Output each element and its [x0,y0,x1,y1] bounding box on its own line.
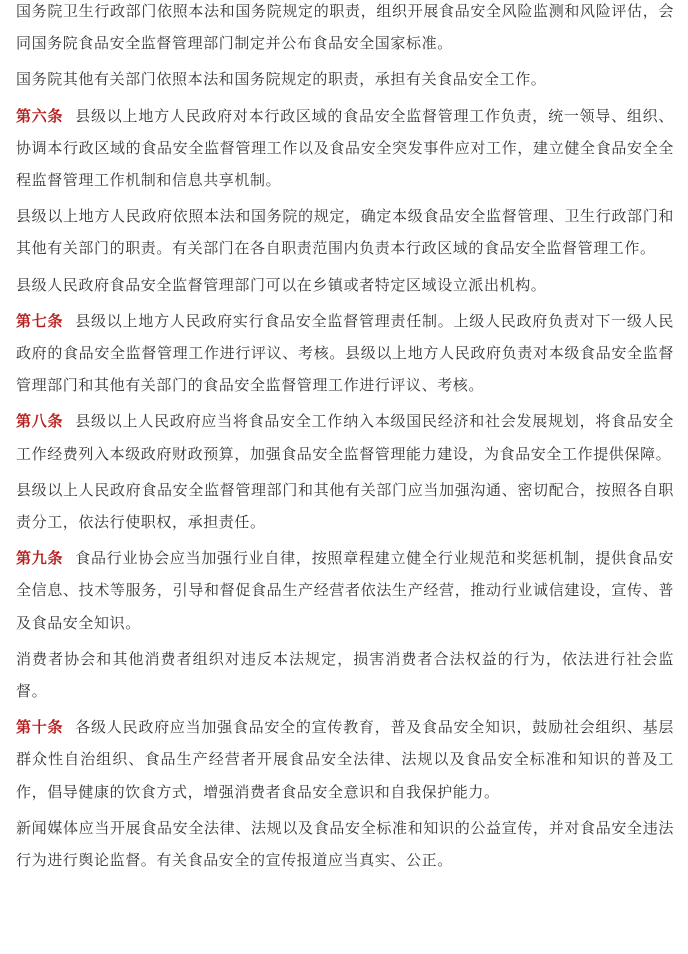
article-number: 第七条 [16,311,64,330]
paragraph-text: 县级以上地方人民政府依照本法和国务院的规定，确定本级食品安全监督管理、卫生行政部门和其他有关部门的职责。有关部门在各自职责范围内负责本行政区域的食品安全监督管理工作。 [16,207,674,258]
article-9 [16,542,674,639]
paragraph-text: 食品行业协会应当加强行业自律，按照章程建立健全行业规范和奖惩机制，提供食品安全信息、技术等服务，引导和督促食品生产经营者依法生产经营，推动行业诚信建设，宣传、普及食品安全知识。 [16,549,674,632]
paragraph [16,269,674,301]
paragraph [16,63,674,95]
article-number: 第九条 [16,549,64,568]
paragraph-text: 国务院其他有关部门依照本法和国务院规定的职责，承担有关食品安全工作。 [16,70,547,89]
article-6 [16,100,674,197]
article-10 [16,711,674,808]
paragraph [16,474,674,538]
article-8 [16,405,674,469]
article-number: 第十条 [16,718,64,737]
paragraph-text: 消费者协会和其他消费者组织对违反本法规定，损害消费者合法权益的行为，依法进行社会监督。 [16,649,674,701]
paragraph-text: 县级以上人民政府食品安全监督管理部门和其他有关部门应当加强沟通、密切配合，按照各自职责分工，依法行使职权，承担责任。 [16,480,674,532]
paragraph-text: 县级以上地方人民政府实行食品安全监督管理责任制。上级人民政府负责对下一级人民政府的食品安全监督管理工作进行评议、考核。县级以上地方人民政府负责对本级食品安全监督管理部门和其他有关部门的食品安全监督管理工作进行评议、考核。 [16,311,674,395]
paragraph-text: 县级以上人民政府应当将食品安全工作纳入本级国民经济和社会发展规划，将食品安全工作经费列入本级政府财政预算，加强食品安全监督管理能力建设，为食品安全工作提供保障。 [16,412,674,463]
paragraph-text: 各级人民政府应当加强食品安全的宣传教育，普及食品安全知识，鼓励社会组织、基层群众性自治组织、食品生产经营者开展食品安全法律、法规以及食品安全标准和知识的普及工作，倡导健康的饮食方式，增强消费者食品安全意识和自我保护能力。 [16,718,674,801]
paragraph-text: 县级人民政府食品安全监督管理部门可以在乡镇或者特定区域设立派出机构。 [16,275,547,294]
paragraph-text: 新闻媒体应当开展食品安全法律、法规以及食品安全标准和知识的公益宣传，并对食品安全违法行为进行舆论监督。有关食品安全的宣传报道应当真实、公正。 [16,818,674,870]
article-number: 第六条 [16,106,64,125]
paragraph [16,812,674,876]
paragraph [16,200,674,264]
paragraph [16,0,674,59]
article-7 [16,305,674,402]
paragraph-text: 县级以上地方人民政府对本行政区域的食品安全监督管理工作负责，统一领导、组织、协调本行政区域的食品安全监督管理工作以及食品安全突发事件应对工作，建立健全食品安全全程监督管理工作机制和信息共享机制。 [16,106,674,190]
article-number: 第八条 [16,412,64,431]
paragraph-text: 国务院卫生行政部门依照本法和国务院规定的职责，组织开展食品安全风险监测和风险评估，会同国务院食品安全监督管理部门制定并公布食品安全国家标准。 [16,2,674,53]
paragraph [16,643,674,707]
